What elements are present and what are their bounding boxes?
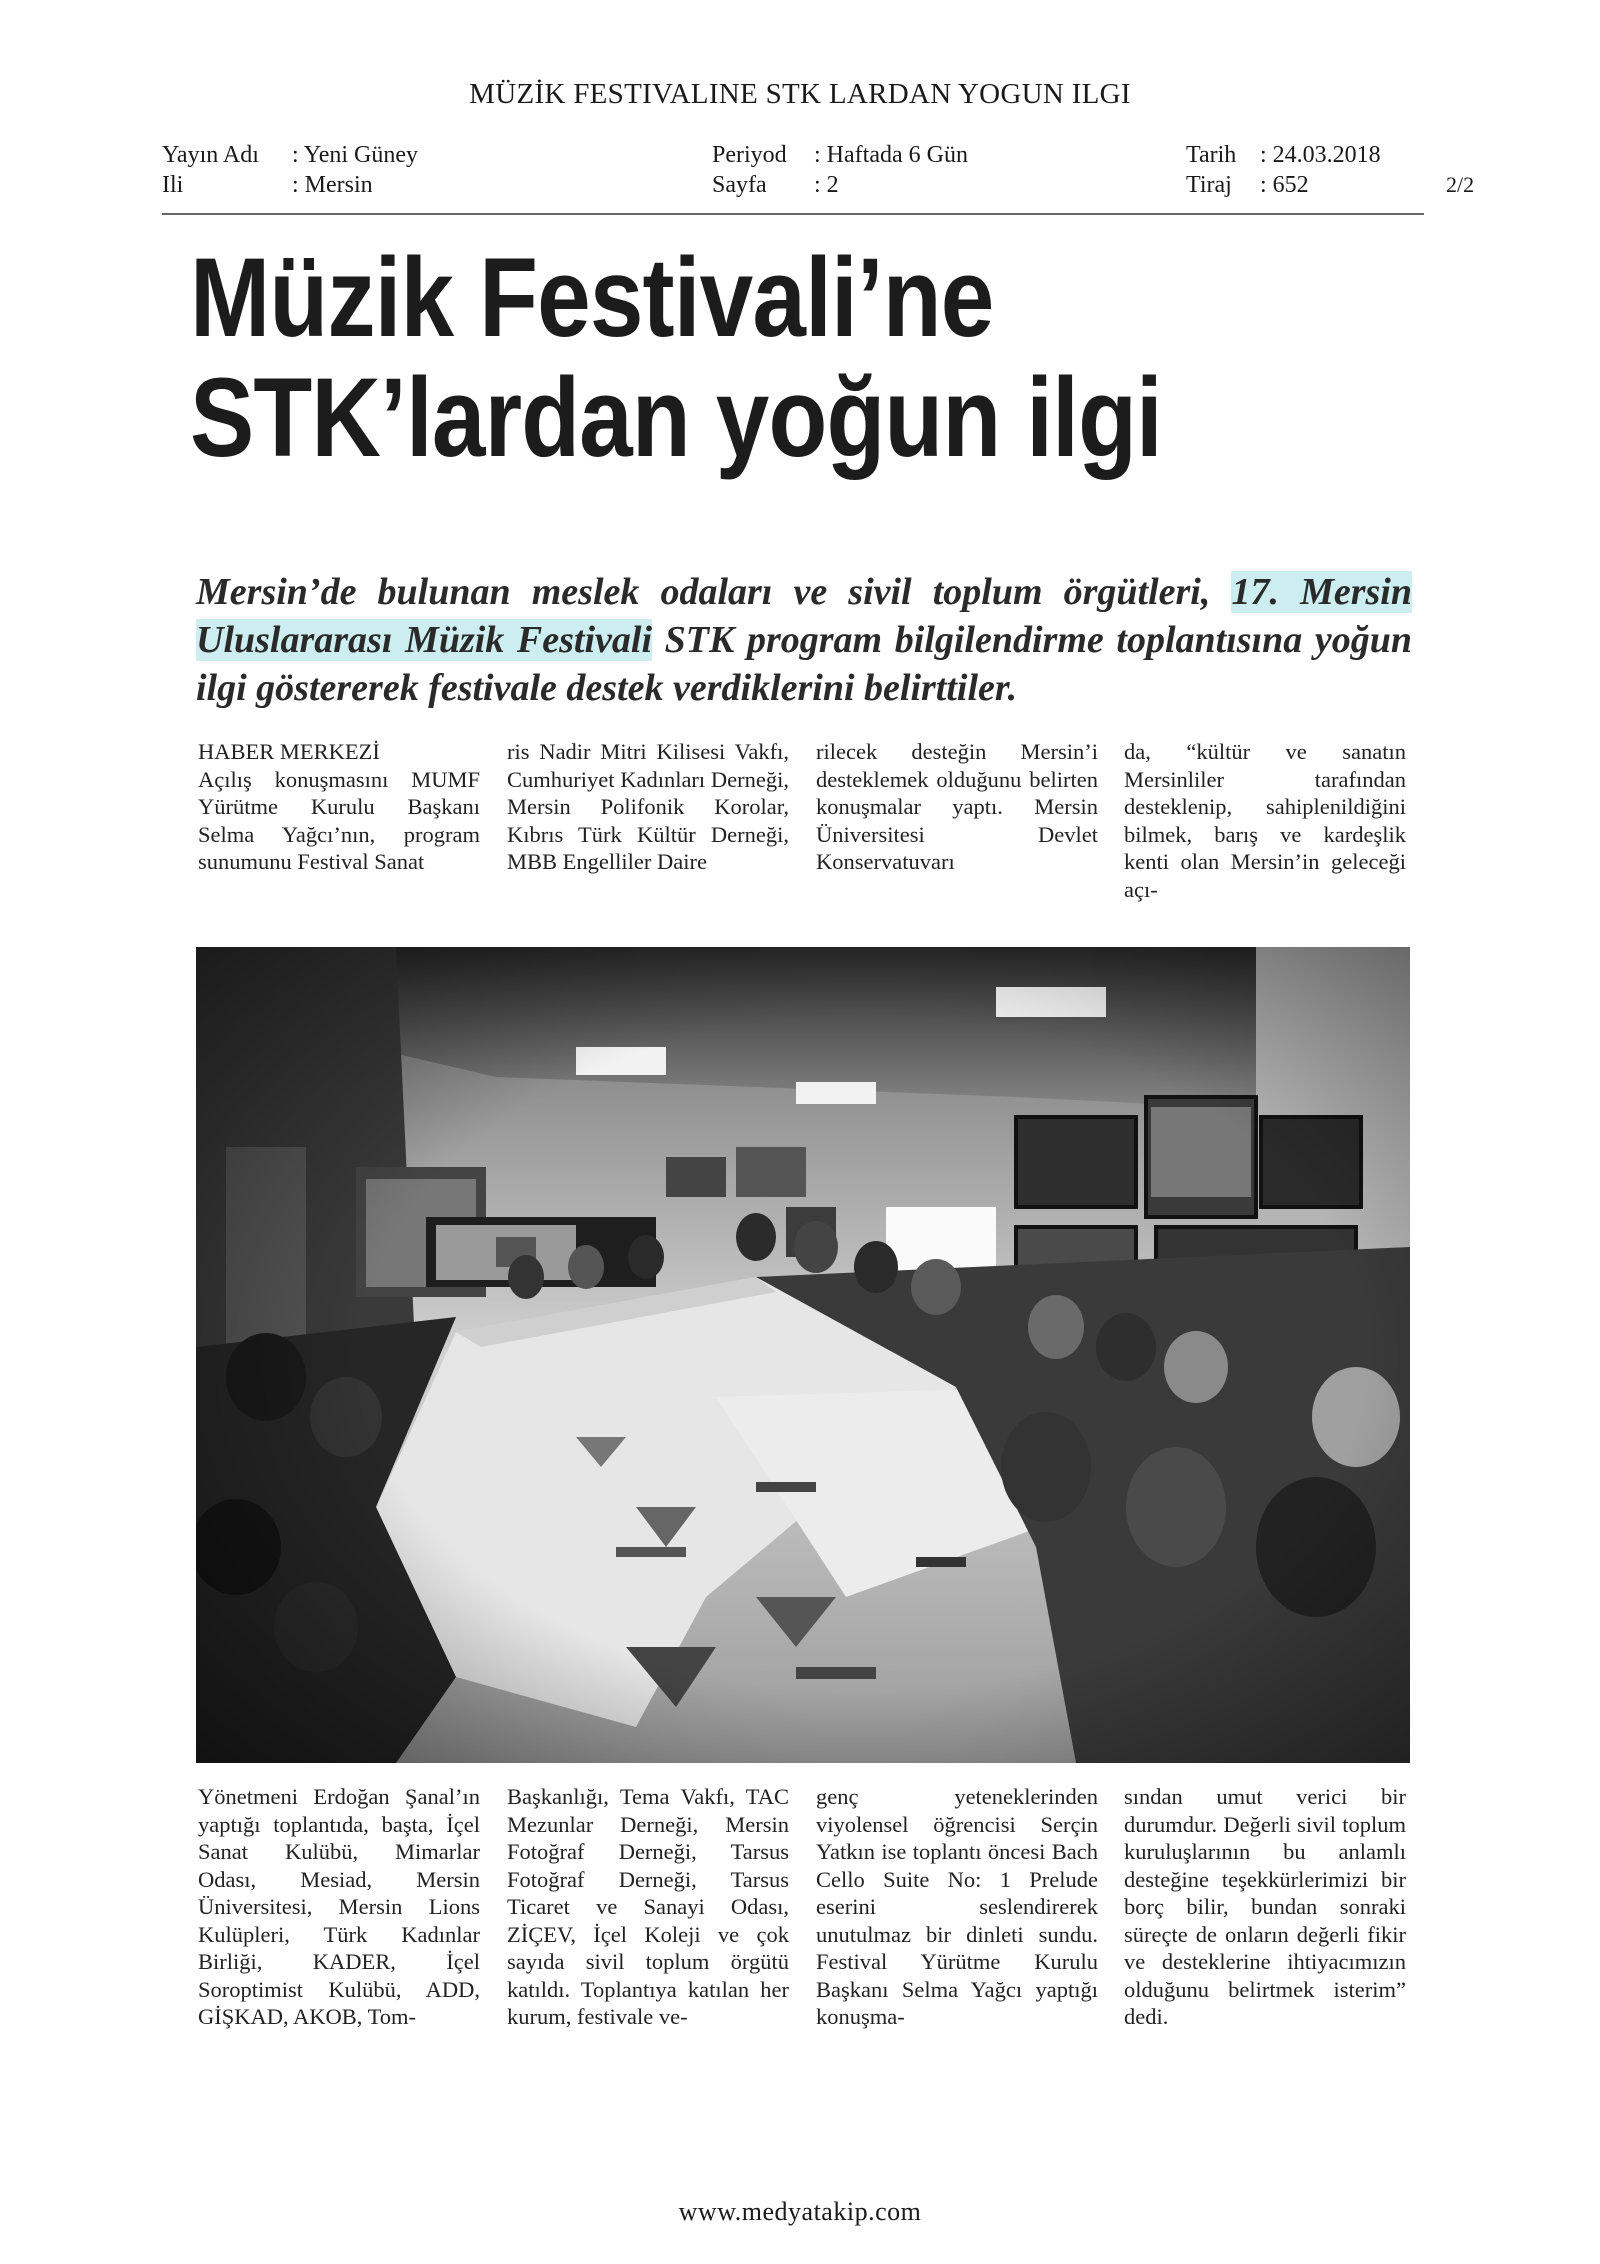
- meta-label: Yayın Adı: [162, 142, 259, 168]
- meta-value: : 24.03.2018: [1260, 142, 1381, 168]
- meta-label: Periyod: [712, 142, 787, 168]
- deck-text-end: STK program bilgilendirme toplantısına yoğun ilgi göstererek festivale destek verdiklerini belirttiler.: [196, 619, 1412, 709]
- deck-text: Mersin’de bulunan meslek odaları ve sivil toplum örgütleri,: [196, 571, 1232, 613]
- text-column-2-top: ris Nadir Mitri Kilisesi Vakfı, Cumhuriyet Kadınları Derneği, Mersin Polifonik Korolar, Kıbrıs Türk Kültür Derneği, MBB Engelliler Daire: [507, 739, 789, 874]
- headline-line-2: STK’lardan yoğun ilgi: [190, 355, 1162, 480]
- meta-label: Sayfa: [712, 172, 767, 198]
- text-column-3-top: rilecek desteğin Mersin’i desteklemek olduğunu belirten konuşmalar yaptı. Mersin Üniversitesi Devlet Konservatuvarı: [816, 739, 1098, 874]
- text-column-2-bottom: Başkanlığı, Tema Vakfı, TAC Mezunlar Derneği, Mersin Fotoğraf Derneği, Tarsus Fotoğraf Derneği, Tarsus Ticaret ve Sanayi Odası, ZİÇEV, İçel Koleji ve çok sayıda sivil toplum örgütü katıldı. Toplantıya katılan her kurum, festivale ve-: [507, 1784, 789, 2029]
- text-column-4-bottom: sından umut verici bir durumdur. Değerli sivil toplum kuruluşlarının bu anlamlı desteğine teşekkürlerimizi bir borç bilir, bundan sonraki süreçte de onların değerli fikir ve desteklerine ihtiyacımızın olduğunu belirtmek isterim” dedi.: [1124, 1784, 1406, 2029]
- header-divider: [162, 213, 1424, 215]
- meta-middle: [712, 140, 968, 200]
- meta-label: Tiraj: [1186, 172, 1232, 198]
- meta-value: : Haftada 6 Gün: [814, 142, 968, 168]
- text-column-1-bottom: Yönetmeni Erdoğan Şanal’ın yaptığı toplantıda, başta, İçel Sanat Kulübü, Mimarlar Odası, Mesiad, Mersin Üniversitesi, Mersin Lions Kulüpleri, Türk Kadınlar Birliği, KADER, İçel Soroptimist Kulübü, ADD, GİŞKAD, AKOB, Tom-: [198, 1784, 480, 2029]
- deck-highlight: 17. Mersin Uluslararası Müzik Festivali: [196, 571, 1412, 661]
- meta-value: : Mersin: [292, 172, 373, 198]
- headline: [190, 235, 1248, 480]
- meta-value: : 2: [814, 172, 839, 198]
- text-column-1-top: [198, 738, 480, 876]
- meta-left: [162, 140, 418, 200]
- footer-url: www.medyatakip.com: [678, 2197, 922, 2226]
- document-title: MÜZİK FESTIVALINE STK LARDAN YOGUN ILGI: [469, 78, 1131, 110]
- meta-value: : Yeni Güney: [292, 142, 419, 168]
- text-column-4-top: da, “kültür ve sanatın Mersinliler tarafından desteklenip, sahiplenildiğini bilmek, barış ve kardeşlik kenti olan Mersin’in geleceği açı-: [1124, 739, 1406, 902]
- column-text: Açılış konuşmasını MUMF Yürütme Kurulu Başkanı Selma Yağcı’nın, program sunumunu Festival Sanat: [198, 766, 480, 874]
- meta-value: : 652: [1260, 172, 1309, 198]
- headline-line-1: Müzik Festivali’ne: [190, 235, 994, 360]
- meta-label: Tarih: [1186, 142, 1237, 168]
- meta-right: [1186, 140, 1381, 200]
- text-column-3-bottom: genç yeteneklerinden viyolensel öğrencisi Serçin Yatkın ise toplantı öncesi Bach Cello Suite No: 1 Prelude eserini seslendirerek unutulmaz bir dinleti sundu. Festival Yürütme Kurulu Başkanı Selma Yağcı yaptığı konuşma-: [816, 1784, 1098, 2029]
- byline: HABER MERKEZİ: [198, 739, 380, 764]
- article-deck: [196, 568, 1412, 712]
- meeting-room-photo: [196, 947, 1410, 1763]
- page-count: 2/2: [1446, 172, 1475, 197]
- meta-label: Ili: [162, 172, 184, 198]
